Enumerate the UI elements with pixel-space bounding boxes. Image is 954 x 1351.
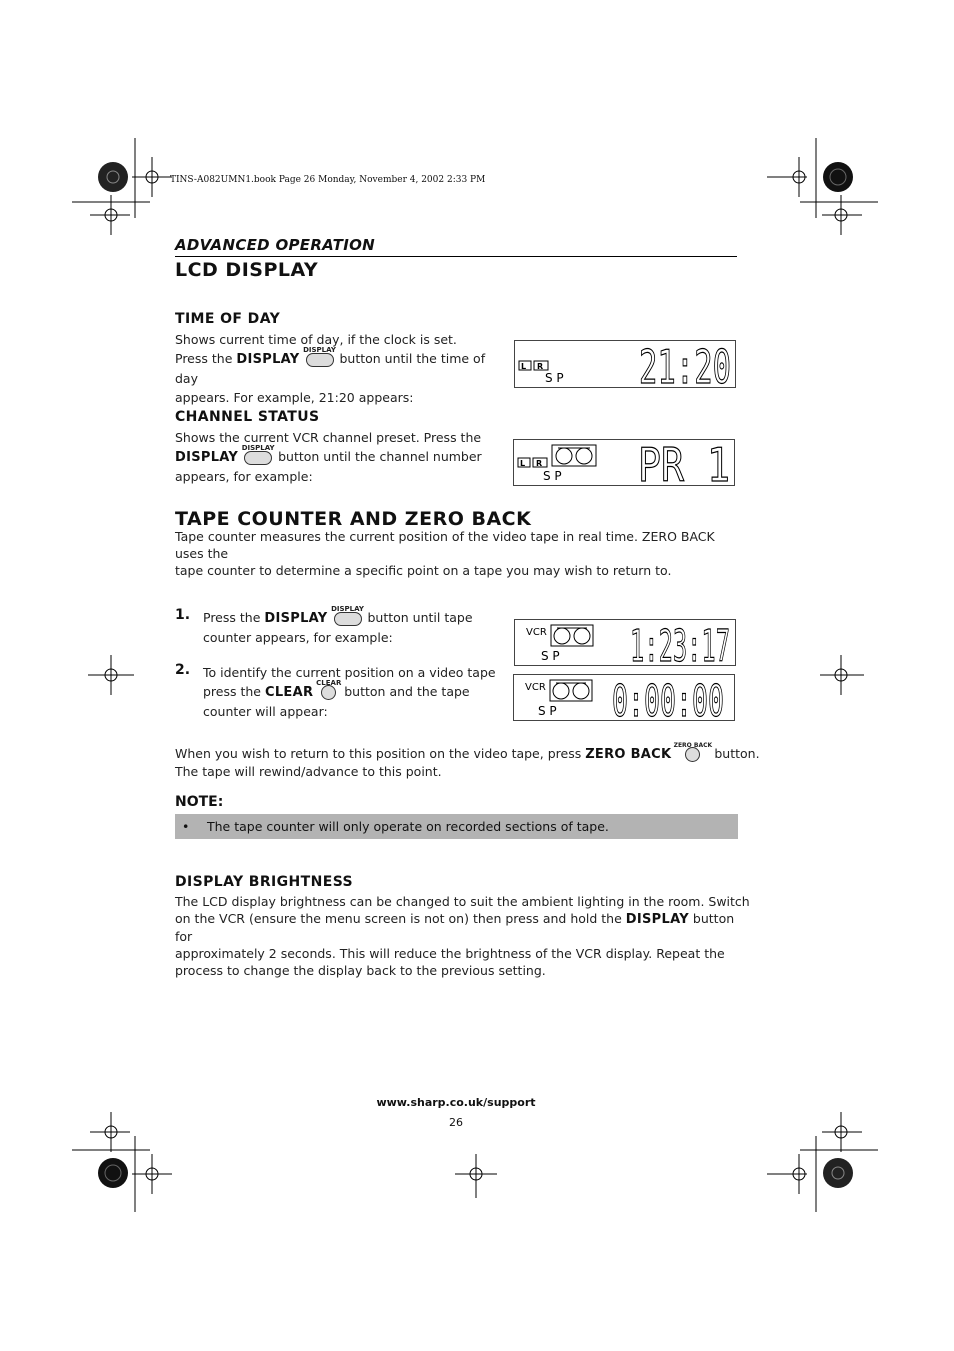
lcd-vcr-indicator: VCR xyxy=(525,682,546,693)
display-brightness-text: The LCD display brightness can be changed to suit the ambient lighting in the room. Switch on the VCR (ensure the menu screen is not on) then press and hold the DISPLAY button for approximately 2 seconds. This will reduce the brightness of the VCR display. Repeat the process to change the display back to the previous setting. xyxy=(175,894,750,978)
step-1-number: 1. xyxy=(175,607,191,623)
lcd-channel-status-graphic xyxy=(514,438,734,492)
lcd-sp-indicator: S P xyxy=(543,469,562,483)
step-1-text: Press the DISPLAY DISPLAY button until tape counter appears, for example: xyxy=(203,605,473,645)
cassette-icon xyxy=(552,445,596,466)
display-button-icon: DISPLAY xyxy=(304,350,336,369)
display-word: DISPLAY xyxy=(175,450,239,465)
display-word: DISPLAY xyxy=(625,912,689,927)
display-word: DISPLAY xyxy=(264,611,328,626)
step-2-text: To identify the current position on a video tape press the CLEAR CLEAR button and the tape counter will appear: xyxy=(203,665,496,719)
cassette-icon xyxy=(551,625,593,646)
zero-back-button-icon: ZERO BACK xyxy=(681,746,704,763)
zero-back-text: When you wish to return to this position on the video tape, press ZERO BACK ZERO BACK button. The tape will rewind/advance to this point. xyxy=(175,742,760,779)
page-number: 26 xyxy=(449,1116,463,1129)
time-of-day-line2: Press the DISPLAY DISPLAY button until the time of day xyxy=(175,346,486,386)
lcd-digits: 21:20 xyxy=(639,340,731,394)
page-title: LCD DISPLAY xyxy=(175,259,319,281)
lcd-digits: 1:23:17 xyxy=(630,621,730,672)
lcd-vcr-indicator: VCR xyxy=(526,627,547,638)
time-of-day-heading: TIME OF DAY xyxy=(175,311,281,327)
lcd-sp-indicator: S P xyxy=(545,371,564,385)
footer-url: www.sharp.co.uk/support xyxy=(376,1096,536,1109)
lcd-digits: PR 1 xyxy=(638,438,730,492)
clear-word: CLEAR xyxy=(265,685,314,700)
channel-status-heading: CHANNEL STATUS xyxy=(175,409,320,425)
lcd-left-indicator: L xyxy=(520,459,526,468)
lcd-time-of-day-graphic xyxy=(515,340,735,394)
lcd-right-indicator: R xyxy=(536,459,543,468)
lcd-left-indicator: L xyxy=(521,362,527,371)
time-of-day-line3: appears. For example, 21:20 appears: xyxy=(175,390,414,405)
lcd-tape-counter xyxy=(514,619,736,672)
step-2-number: 2. xyxy=(175,662,191,678)
display-button-icon: DISPLAY xyxy=(242,448,274,467)
clear-button-icon: CLEAR xyxy=(317,683,340,702)
lcd-zero-counter-graphic xyxy=(514,675,734,727)
time-of-day-text xyxy=(175,330,505,407)
note-bar xyxy=(175,814,738,839)
display-brightness-heading: DISPLAY BRIGHTNESS xyxy=(175,874,354,890)
channel-status-line2: DISPLAY DISPLAY button until the channel number xyxy=(175,444,482,465)
lcd-channel-status xyxy=(513,438,735,492)
note-text: The tape counter will only operate on recorded sections of tape. xyxy=(207,819,609,834)
note-bullet: • xyxy=(182,819,190,834)
print-info: TINS-A082UMN1.book Page 26 Monday, November 4, 2002 2:33 PM xyxy=(170,175,486,185)
zero-back-word: ZERO BACK xyxy=(585,747,672,762)
tape-counter-intro: Tape counter measures the current position of the video tape in real time. ZERO BACK uses the tape counter to determine a specific point on a tape you may wish to return to. xyxy=(175,529,715,578)
tape-counter-heading: TAPE COUNTER AND ZERO BACK xyxy=(175,508,532,530)
display-word: DISPLAY xyxy=(236,352,300,367)
lcd-tape-counter-graphic xyxy=(515,620,735,672)
channel-status-text xyxy=(175,428,490,486)
channel-status-line3: appears, for example: xyxy=(175,469,313,484)
cassette-icon xyxy=(550,680,592,701)
lcd-zero-counter xyxy=(513,674,735,727)
lcd-sp-indicator: S P xyxy=(541,649,560,663)
section-label: ADVANCED OPERATION xyxy=(175,236,375,254)
lcd-time-of-day xyxy=(514,340,736,394)
lcd-right-indicator: R xyxy=(537,362,544,371)
channel-status-line1: Shows the current VCR channel preset. Press the xyxy=(175,430,482,445)
time-of-day-line1: Shows current time of day, if the clock is set. xyxy=(175,332,457,347)
note-heading: NOTE: xyxy=(175,794,224,810)
lcd-sp-indicator: S P xyxy=(538,704,557,718)
section-divider xyxy=(175,256,737,257)
lcd-digits: 0:00:00 xyxy=(612,676,724,727)
display-button-icon: DISPLAY xyxy=(332,609,364,628)
